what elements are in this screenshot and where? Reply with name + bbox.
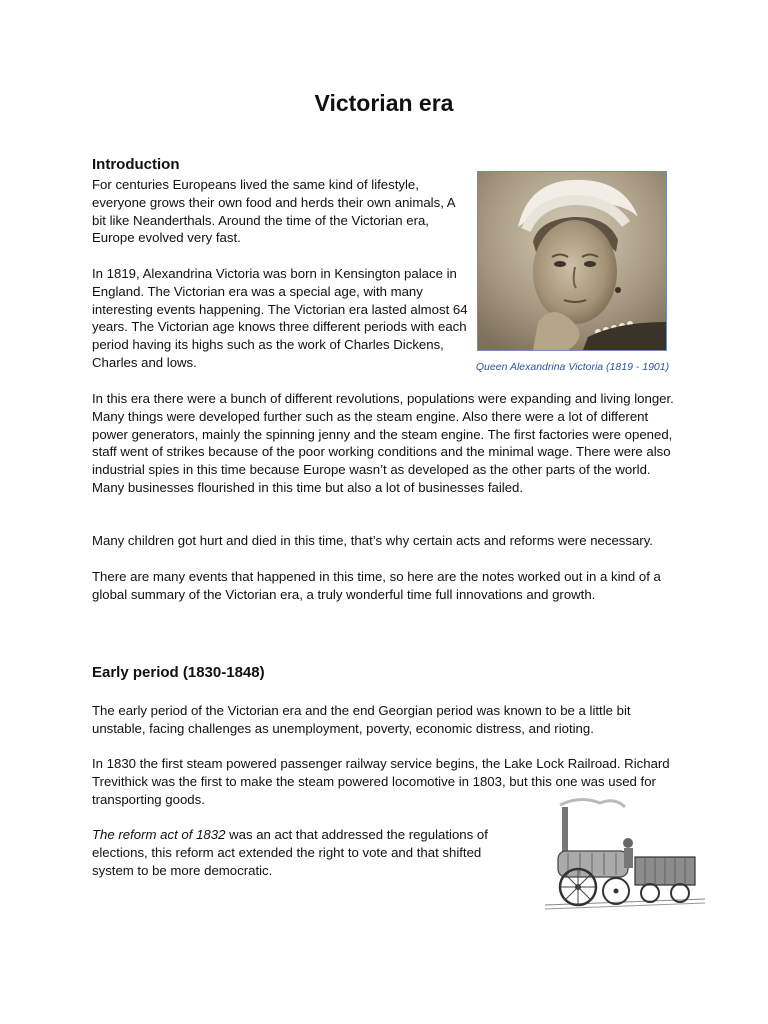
section-heading-early-period: Early period (1830-1848): [92, 664, 265, 681]
reform-act-text: was an act that addressed the regulations of elections, this reform act extended the right to vote and that shifted system to be more democratic.: [92, 827, 488, 878]
section-heading-introduction: Introduction: [92, 156, 180, 173]
locomotive-image: [540, 795, 710, 920]
intro-paragraph-2: In 1819, Alexandrina Victoria was born in Kensington palace in England. The Victorian era was a special age, with many interesting events happening. The Victorian era lasted almost 64 years. The Victorian age knows three different periods with each period having its highs such as the work of Charles Dickens, Charles and lows.: [92, 266, 468, 370]
reform-act-title: The reform act of 1832: [92, 827, 226, 842]
page-title: Victorian era: [314, 90, 454, 116]
intro-paragraph-5: There are many events that happened in this time, so here are the notes worked out in a kind of a global summary of the Victorian era, a truly wonderful time full innovations and growth.: [92, 569, 661, 602]
early-paragraph-1: The early period of the Victorian era and the end Georgian period was known to be a little bit unstable, facing challenges as unemployment, poverty, economic distress, and rioting.: [92, 703, 631, 736]
steam-locomotive-illustration: [540, 795, 710, 920]
intro-paragraph-3: In this era there were a bunch of different revolutions, populations were expanding and living longer. Many things were developed further such as the steam engine. Also there were a lot of different power generators, mainly the spinning jenny and the steam engine. The first factories were opened, staff went of strikes because of the poor working conditions and the minimal wage. There were also industrial spies in this time because Europe wasn’t as developed as the other parts of the world. Many businesses flourished in this time but also a lot of businesses failed.: [92, 391, 674, 495]
early-paragraph-2: In 1830 the first steam powered passenger railway service begins, the Lake Lock Railroad. Richard Trevithick was the first to make the steam powered locomotive in 1803, but this one was used for transporting goods.: [92, 756, 670, 807]
queen-victoria-portrait: [477, 171, 667, 351]
portrait-caption: Queen Alexandrina Victoria (1819 - 1901): [475, 361, 670, 373]
intro-paragraph-1: For centuries Europeans lived the same kind of lifestyle, everyone grows their own food and herds their own animals, A bit like Neanderthals. Around the time of the Victorian era, Europe evolved very fast.: [92, 177, 455, 246]
early-paragraph-3: [92, 826, 524, 879]
portrait-image: [478, 172, 666, 350]
intro-paragraph-4: Many children got hurt and died in this time, that’s why certain acts and reforms were necessary.: [92, 533, 653, 548]
